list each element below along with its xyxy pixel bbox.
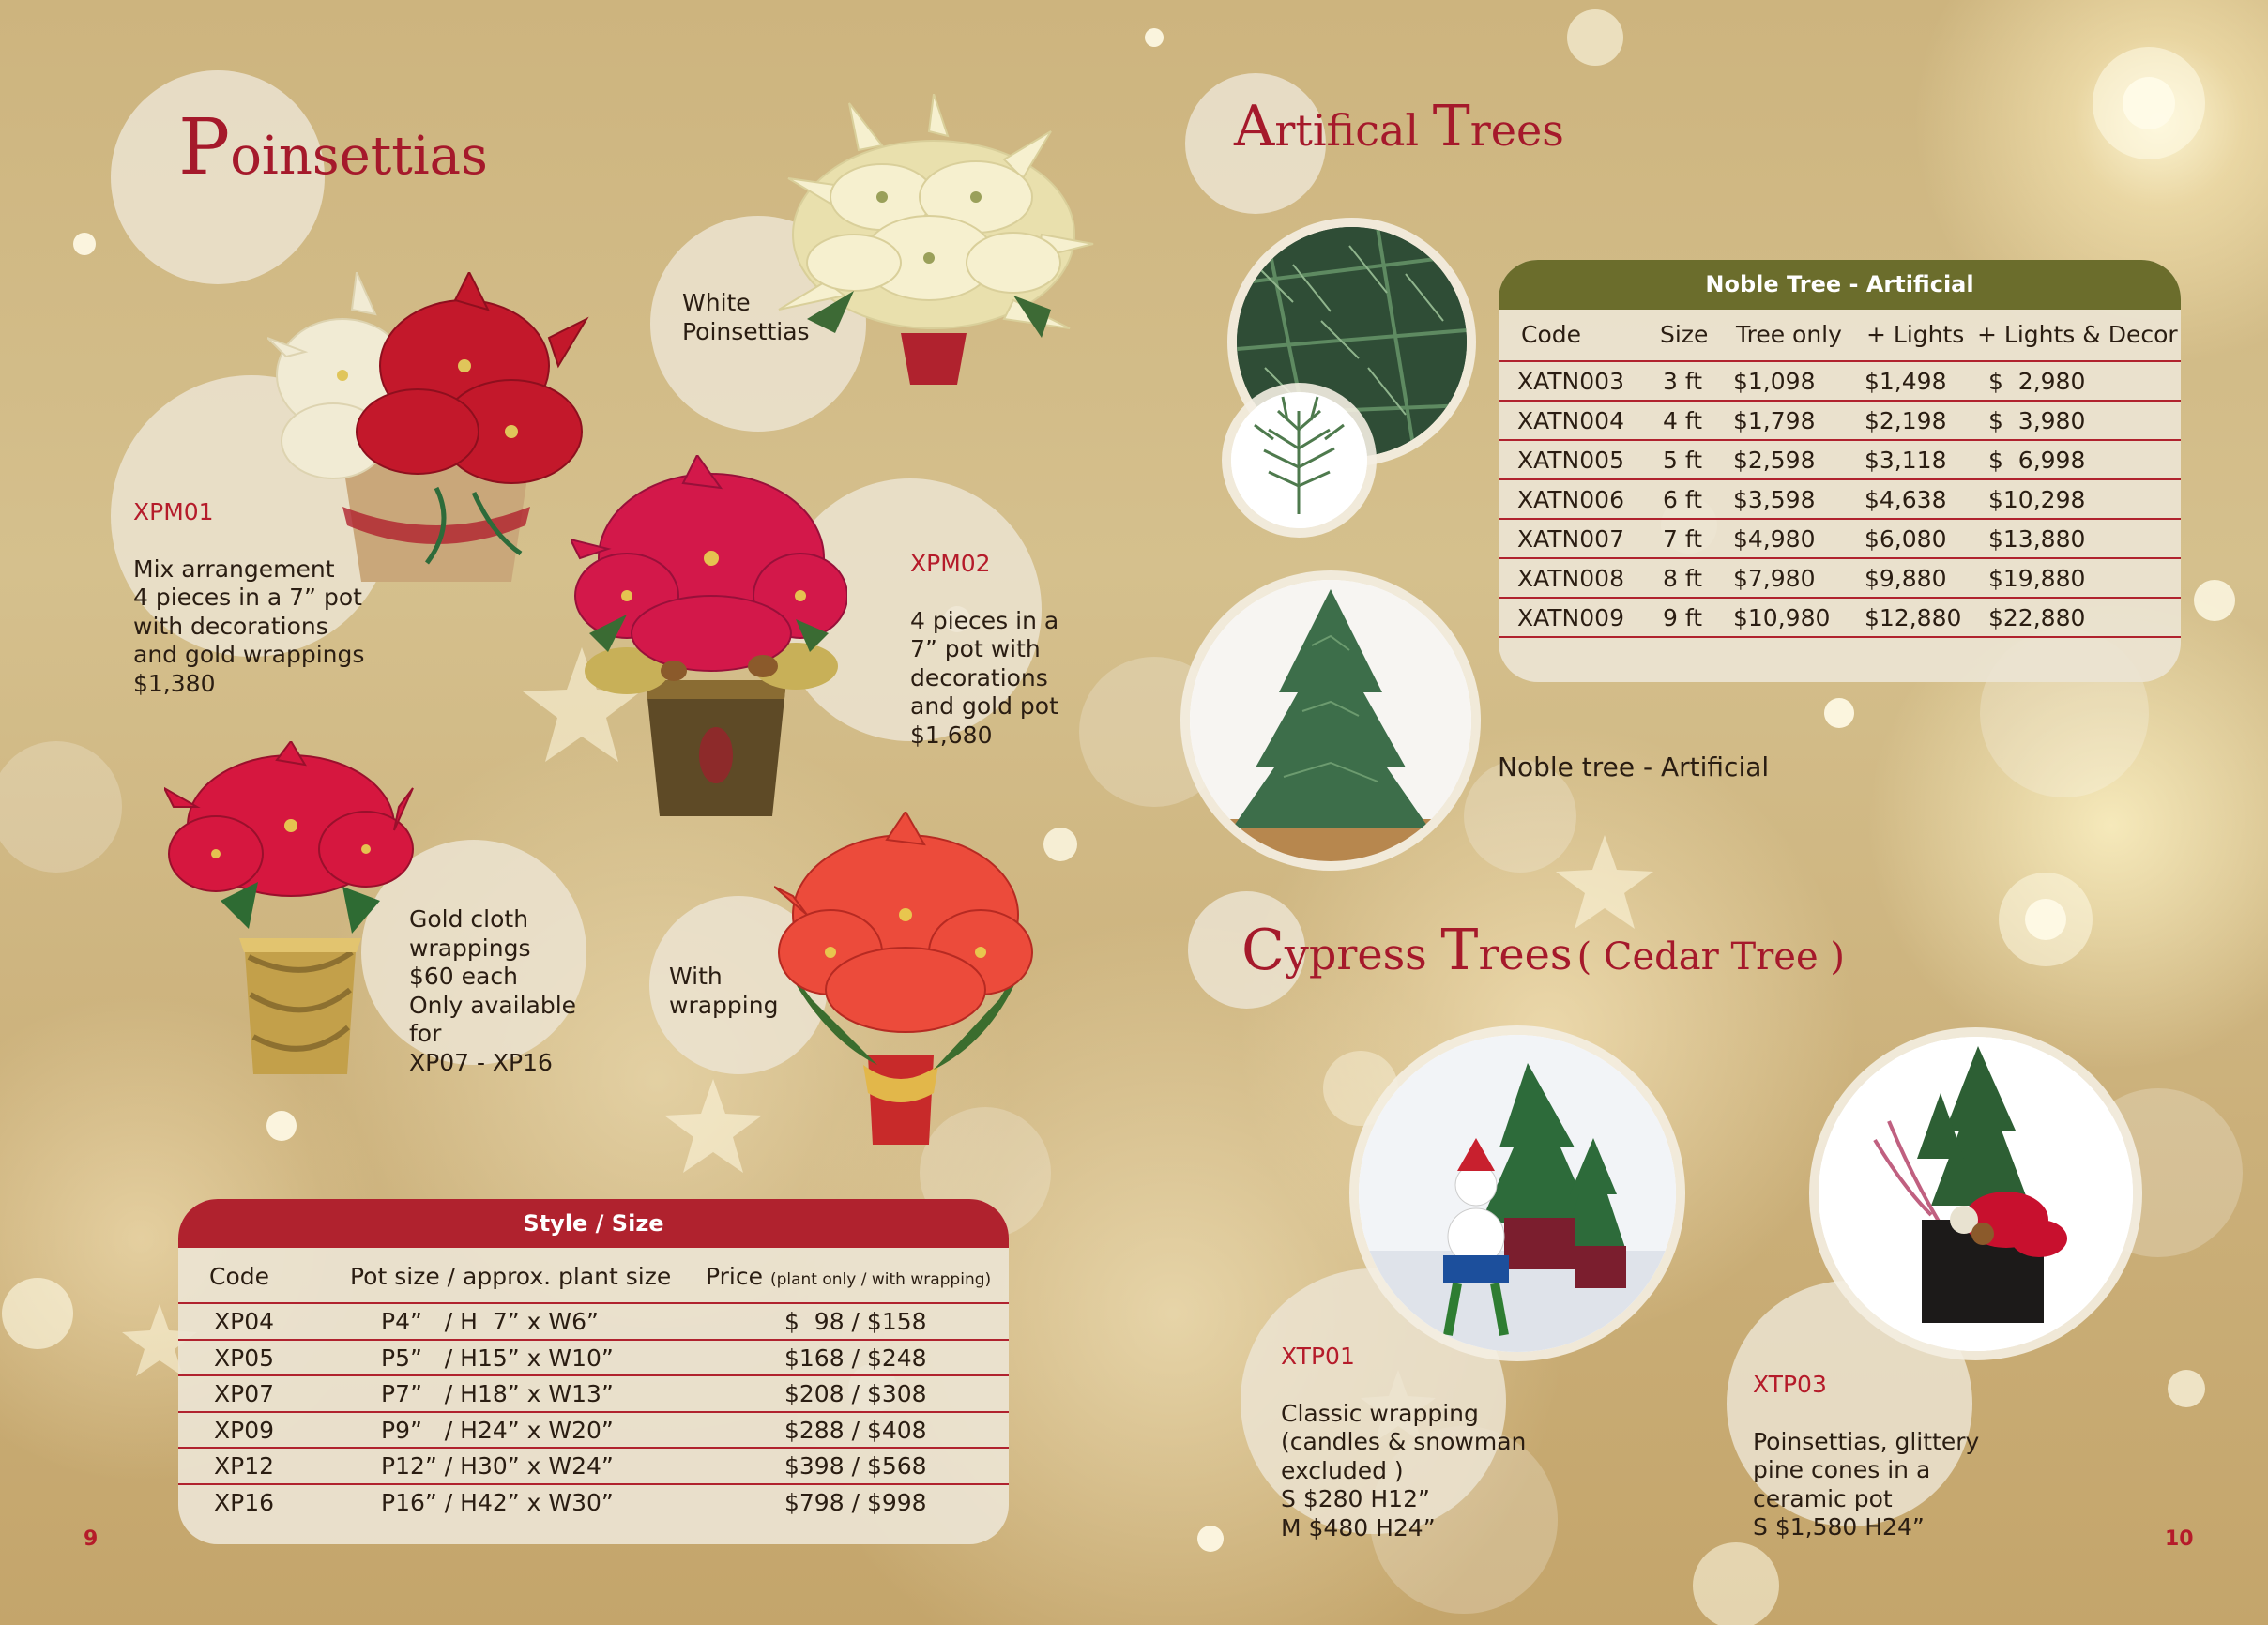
wrapped-poinsettia-image <box>774 812 1037 1149</box>
noble-code-cell: XATN008 <box>1517 565 1624 592</box>
gold-cloth-poinsettia-image <box>164 741 418 1079</box>
noble-size-cell: 4 ft <box>1663 407 1703 434</box>
header-code: Code <box>209 1263 270 1290</box>
artificial-trees-title: Artifical Trees <box>1234 94 1564 159</box>
table-row <box>1499 400 2181 441</box>
style-price-cell: $168 / $248 <box>784 1344 927 1372</box>
noble-header-lights-decor: + Lights & Decor <box>1977 321 2178 348</box>
style-pot-cell: P5” / H15” x W10” <box>381 1344 614 1372</box>
xtp01-code: XTP01 <box>1281 1342 1355 1370</box>
noble-code-cell: XATN003 <box>1517 368 1624 395</box>
xpm02-description <box>910 521 1058 779</box>
noble-lights-decor-cell: $19,880 <box>1988 565 2086 592</box>
noble-code-cell: XATN007 <box>1517 525 1624 553</box>
style-size-header-row <box>178 1263 1009 1300</box>
style-size-table-heading: Style / Size <box>178 1199 1009 1248</box>
style-price-cell: $798 / $998 <box>784 1488 927 1516</box>
style-code-cell: XP12 <box>214 1452 275 1480</box>
noble-tree-caption: Noble tree - Artificial <box>1498 752 1770 782</box>
noble-lights-decor-cell: $ 2,980 <box>1988 368 2086 395</box>
noble-lights-decor-cell: $10,298 <box>1988 486 2086 513</box>
table-row <box>178 1339 1009 1377</box>
style-code-cell: XP09 <box>214 1416 275 1444</box>
white-poinsettia-image <box>769 94 1098 394</box>
noble-header-row <box>1499 321 2181 358</box>
noble-tree-only-cell: $3,598 <box>1733 486 1816 513</box>
noble-header-tree-only: Tree only <box>1736 321 1842 348</box>
style-code-cell: XP05 <box>214 1344 275 1372</box>
with-wrapping-label: With wrapping <box>669 963 779 1019</box>
table-row <box>178 1483 1009 1522</box>
xtp03-description <box>1753 1342 1979 1571</box>
table-row <box>178 1302 1009 1341</box>
xpm01-code: XPM01 <box>133 497 214 525</box>
table-row <box>1499 478 2181 520</box>
page-number-left: 9 <box>84 1527 99 1551</box>
noble-table-heading: Noble Tree - Artificial <box>1499 260 2181 310</box>
white-poinsettia-label: White Poinsettias <box>682 289 810 345</box>
cypress-trees-title: Cypress Trees ( Cedar Tree ) <box>1241 918 1845 983</box>
noble-header-size: Size <box>1660 321 1709 348</box>
style-price-cell: $398 / $568 <box>784 1452 927 1480</box>
noble-header-lights: + Lights <box>1866 321 1965 348</box>
noble-lights-cell: $1,498 <box>1865 368 1947 395</box>
xtp03-code: XTP03 <box>1753 1370 1827 1398</box>
noble-tree-only-cell: $1,798 <box>1733 407 1816 434</box>
xtp01-description <box>1281 1314 1526 1572</box>
style-price-cell: $208 / $308 <box>784 1380 927 1407</box>
noble-lights-cell: $12,880 <box>1865 604 1962 631</box>
noble-tree-table <box>1499 260 2181 682</box>
xtp03-details: Poinsettias, glittery pine cones in a ceramic pot S $1,580 H24” <box>1753 1427 1980 1541</box>
noble-size-cell: 5 ft <box>1663 447 1703 474</box>
table-row <box>178 1447 1009 1485</box>
header-price: Price (plant only / with wrapping) <box>706 1263 992 1290</box>
noble-lights-cell: $4,638 <box>1865 486 1947 513</box>
noble-size-cell: 3 ft <box>1663 368 1703 395</box>
noble-size-cell: 6 ft <box>1663 486 1703 513</box>
style-pot-cell: P7” / H18” x W13” <box>381 1380 614 1407</box>
noble-lights-decor-cell: $ 6,998 <box>1988 447 2086 474</box>
table-row <box>1499 557 2181 599</box>
noble-tree-only-cell: $2,598 <box>1733 447 1816 474</box>
xpm02-code: XPM02 <box>910 549 991 577</box>
xtp01-details: Classic wrapping (candles & snowman excluded ) S $280 H12” M $480 H24” <box>1281 1399 1527 1541</box>
header-pot-size: Pot size / approx. plant size <box>350 1263 672 1290</box>
noble-tree-only-cell: $7,980 <box>1733 565 1816 592</box>
table-row <box>178 1411 1009 1450</box>
table-row <box>1499 518 2181 559</box>
noble-code-cell: XATN009 <box>1517 604 1624 631</box>
style-pot-cell: P4” / H 7” x W6” <box>381 1308 599 1335</box>
table-row <box>1499 439 2181 480</box>
noble-size-cell: 9 ft <box>1663 604 1703 631</box>
xtp03-cypress-poinsettia-image <box>1819 1037 2133 1351</box>
noble-lights-cell: $3,118 <box>1865 447 1947 474</box>
noble-lights-cell: $2,198 <box>1865 407 1947 434</box>
style-price-cell: $288 / $408 <box>784 1416 927 1444</box>
noble-lights-decor-cell: $13,880 <box>1988 525 2086 553</box>
noble-tree-only-cell: $4,980 <box>1733 525 1816 553</box>
style-price-cell: $ 98 / $158 <box>784 1308 927 1335</box>
style-code-cell: XP07 <box>214 1380 275 1407</box>
table-row <box>178 1374 1009 1413</box>
table-row <box>1499 360 2181 402</box>
poinsettias-title: Poinsettias <box>178 103 488 192</box>
gold-cloth-description: Gold cloth wrappings $60 each Only available for XP07 - XP16 <box>409 905 577 1076</box>
style-code-cell: XP16 <box>214 1488 275 1516</box>
noble-lights-decor-cell: $ 3,980 <box>1988 407 2086 434</box>
xtp01-cypress-snowman-image <box>1359 1035 1676 1352</box>
noble-lights-cell: $9,880 <box>1865 565 1947 592</box>
noble-tree-full-image <box>1190 580 1471 861</box>
xpm02-details: 4 pieces in a 7” pot with decorations and gold pot $1,680 <box>910 606 1059 749</box>
noble-tree-sprig-image <box>1231 392 1367 528</box>
table-bottom-rule <box>1499 636 2181 638</box>
style-size-table <box>178 1199 1009 1544</box>
xpm01-description <box>133 469 364 727</box>
noble-lights-decor-cell: $22,880 <box>1988 604 2086 631</box>
table-row <box>1499 597 2181 638</box>
xpm01-details: Mix arrangement 4 pieces in a 7” pot with decorations and gold wrappings $1,380 <box>133 554 365 697</box>
style-code-cell: XP04 <box>214 1308 275 1335</box>
style-pot-cell: P16” / H42” x W30” <box>381 1488 614 1516</box>
noble-header-code: Code <box>1521 321 1582 348</box>
noble-code-cell: XATN004 <box>1517 407 1624 434</box>
noble-size-cell: 8 ft <box>1663 565 1703 592</box>
noble-lights-cell: $6,080 <box>1865 525 1947 553</box>
xpm02-gold-pot-poinsettia-image <box>571 455 847 821</box>
style-pot-cell: P9” / H24” x W20” <box>381 1416 614 1444</box>
style-pot-cell: P12” / H30” x W24” <box>381 1452 614 1480</box>
noble-code-cell: XATN005 <box>1517 447 1624 474</box>
noble-tree-only-cell: $1,098 <box>1733 368 1816 395</box>
page-number-right: 10 <box>2165 1527 2194 1551</box>
noble-size-cell: 7 ft <box>1663 525 1703 553</box>
noble-tree-only-cell: $10,980 <box>1733 604 1831 631</box>
noble-code-cell: XATN006 <box>1517 486 1624 513</box>
